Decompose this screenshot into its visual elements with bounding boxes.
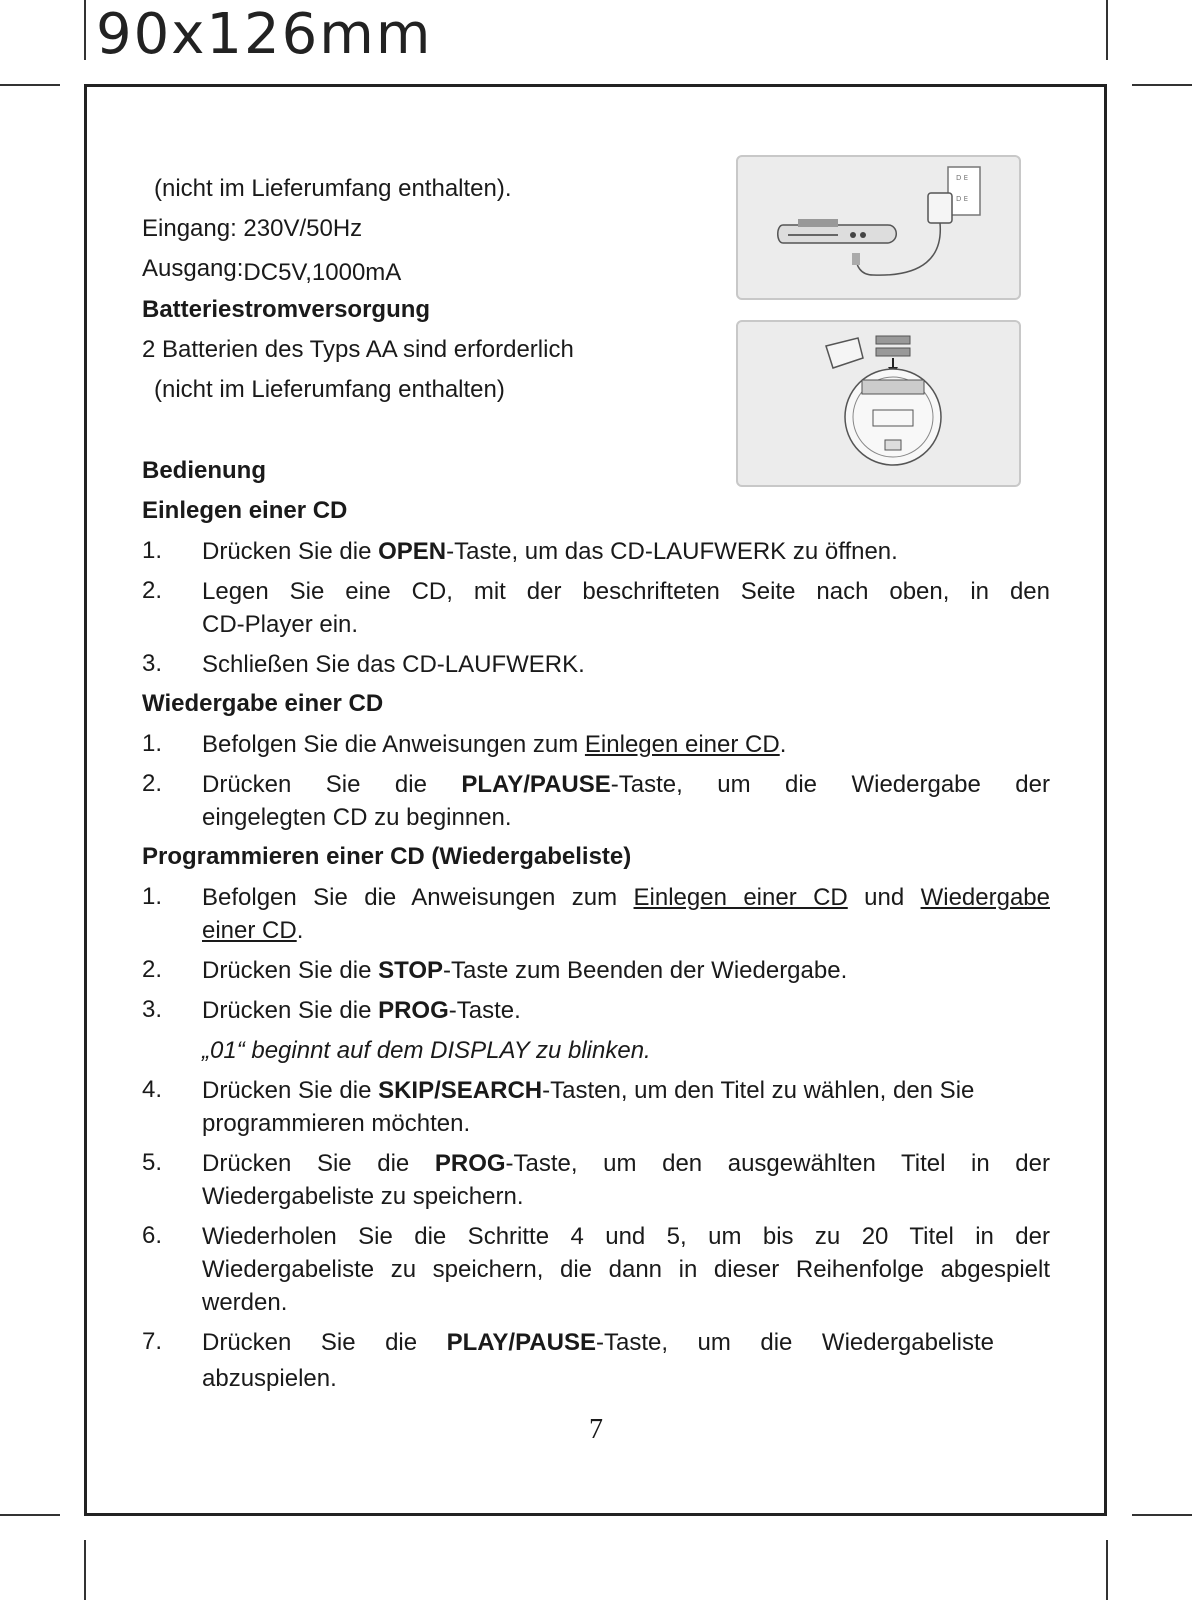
page-size-label: 90x126mm <box>96 2 433 67</box>
link-einlegen[interactable]: Einlegen einer CD <box>584 731 780 758</box>
battery-figure <box>736 320 1021 487</box>
battery-text: 2 Batterien des Typs AA sind erforderlich <box>142 336 574 363</box>
output-value: DC5V,1000mA <box>243 259 402 286</box>
play-heading: Wiedergabe einer CD <box>142 690 384 717</box>
step-number: 1. <box>142 537 163 564</box>
program-step-1-line1: Befolgen Sie die Anweisungen zum Einlegen einer CD und Wiedergabe <box>202 884 1050 911</box>
step-number: 2. <box>142 770 163 797</box>
program-heading: Programmieren einer CD (Wiedergabeliste) <box>142 843 632 870</box>
step-number: 5. <box>142 1149 163 1176</box>
insert-step-2-line2: CD-Player ein. <box>202 611 359 638</box>
battery-heading: Batteriestromversorgung <box>142 296 431 323</box>
step-number: 7. <box>142 1328 163 1355</box>
power-note: (nicht im Lieferumfang enthalten). <box>154 175 512 202</box>
crop-mark <box>84 0 86 60</box>
play-step-1: Befolgen Sie die Anweisungen zum Einlegen einer CD. <box>202 731 787 758</box>
battery-compartment-illustration <box>738 322 1019 485</box>
crop-mark <box>1132 84 1192 86</box>
link-einlegen[interactable]: Einlegen einer CD <box>633 884 848 911</box>
input-spec: Eingang: 230V/50Hz <box>142 215 363 242</box>
program-step-5-line2: Wiedergabeliste zu speichern. <box>202 1183 524 1210</box>
play-step-2-line1: Drücken Sie die PLAY/PAUSE-Taste, um die Wiedergabe der <box>202 771 1050 798</box>
ac-adapter-illustration <box>738 157 1019 298</box>
crop-mark <box>1106 0 1108 60</box>
program-step-4-line1: Drücken Sie die SKIP/SEARCH-Tasten, um den Titel zu wählen, den Sie <box>202 1077 975 1104</box>
crop-mark <box>84 1540 86 1600</box>
step-number: 6. <box>142 1222 163 1249</box>
insert-step-2-line1: Legen Sie eine CD, mit der beschrifteten Seite nach oben, in den <box>202 578 1050 605</box>
step-number: 3. <box>142 996 163 1023</box>
crop-mark <box>1106 1540 1108 1600</box>
program-step-2: Drücken Sie die STOP-Taste zum Beenden der Wiedergabe. <box>202 957 848 984</box>
play-step-2-line2: eingelegten CD zu beginnen. <box>202 804 512 831</box>
program-step-6-line3: werden. <box>202 1289 288 1316</box>
step-number: 2. <box>142 577 163 604</box>
insert-heading: Einlegen einer CD <box>142 497 348 524</box>
step-number: 1. <box>142 883 163 910</box>
key-stop: STOP <box>378 957 444 984</box>
operation-heading: Bedienung <box>142 457 266 484</box>
step-number: 1. <box>142 730 163 757</box>
svg-text:D E: D E <box>956 174 969 182</box>
key-play-pause: PLAY/PAUSE <box>461 771 611 798</box>
crop-mark <box>0 1514 60 1516</box>
program-step-3: Drücken Sie die PROG-Taste. <box>202 997 521 1024</box>
output-spec <box>142 253 401 285</box>
crop-mark <box>1132 1514 1192 1516</box>
svg-text:D E: D E <box>956 195 969 203</box>
key-prog: PROG <box>434 1150 506 1177</box>
ac-adapter-figure <box>736 155 1021 300</box>
program-step-5-line1: Drücken Sie die PROG-Taste, um den ausgewählten Titel in der <box>202 1150 1050 1177</box>
step-number: 4. <box>142 1076 163 1103</box>
link-wiedergabe[interactable]: Wiedergabe <box>920 884 1050 911</box>
insert-step-1: Drücken Sie die OPEN-Taste, um das CD-LAUFWERK zu öffnen. <box>202 538 898 565</box>
page-number: 7 <box>589 1414 603 1445</box>
link-wiedergabe-cont[interactable]: einer CD <box>202 917 297 944</box>
program-step-7-line1: Drücken Sie die PLAY/PAUSE-Taste, um die Wiedergabeliste <box>202 1329 995 1356</box>
program-step-6-line2: Wiedergabeliste zu speichern, die dann in dieser Reihenfolge abgespielt <box>202 1256 1050 1283</box>
key-open: OPEN <box>378 538 447 565</box>
program-step-3-note: „01“ beginnt auf dem DISPLAY zu blinken. <box>202 1037 651 1064</box>
program-step-6-line1: Wiederholen Sie die Schritte 4 und 5, um bis zu 20 Titel in der <box>202 1223 1050 1250</box>
step-number: 3. <box>142 650 163 677</box>
program-step-4-line2: programmieren möchten. <box>202 1110 471 1137</box>
key-skip-search: SKIP/SEARCH <box>378 1077 543 1104</box>
crop-mark <box>0 84 60 86</box>
output-label: Ausgang: <box>142 255 244 282</box>
program-step-1-line2: einer CD. <box>202 917 304 944</box>
insert-step-3: Schließen Sie das CD-LAUFWERK. <box>202 651 585 678</box>
step-number: 2. <box>142 956 163 983</box>
program-step-7-line2: abzuspielen. <box>202 1365 337 1392</box>
battery-note: (nicht im Lieferumfang enthalten) <box>154 376 505 403</box>
key-play-pause: PLAY/PAUSE <box>446 1329 596 1356</box>
key-prog: PROG <box>378 997 449 1024</box>
